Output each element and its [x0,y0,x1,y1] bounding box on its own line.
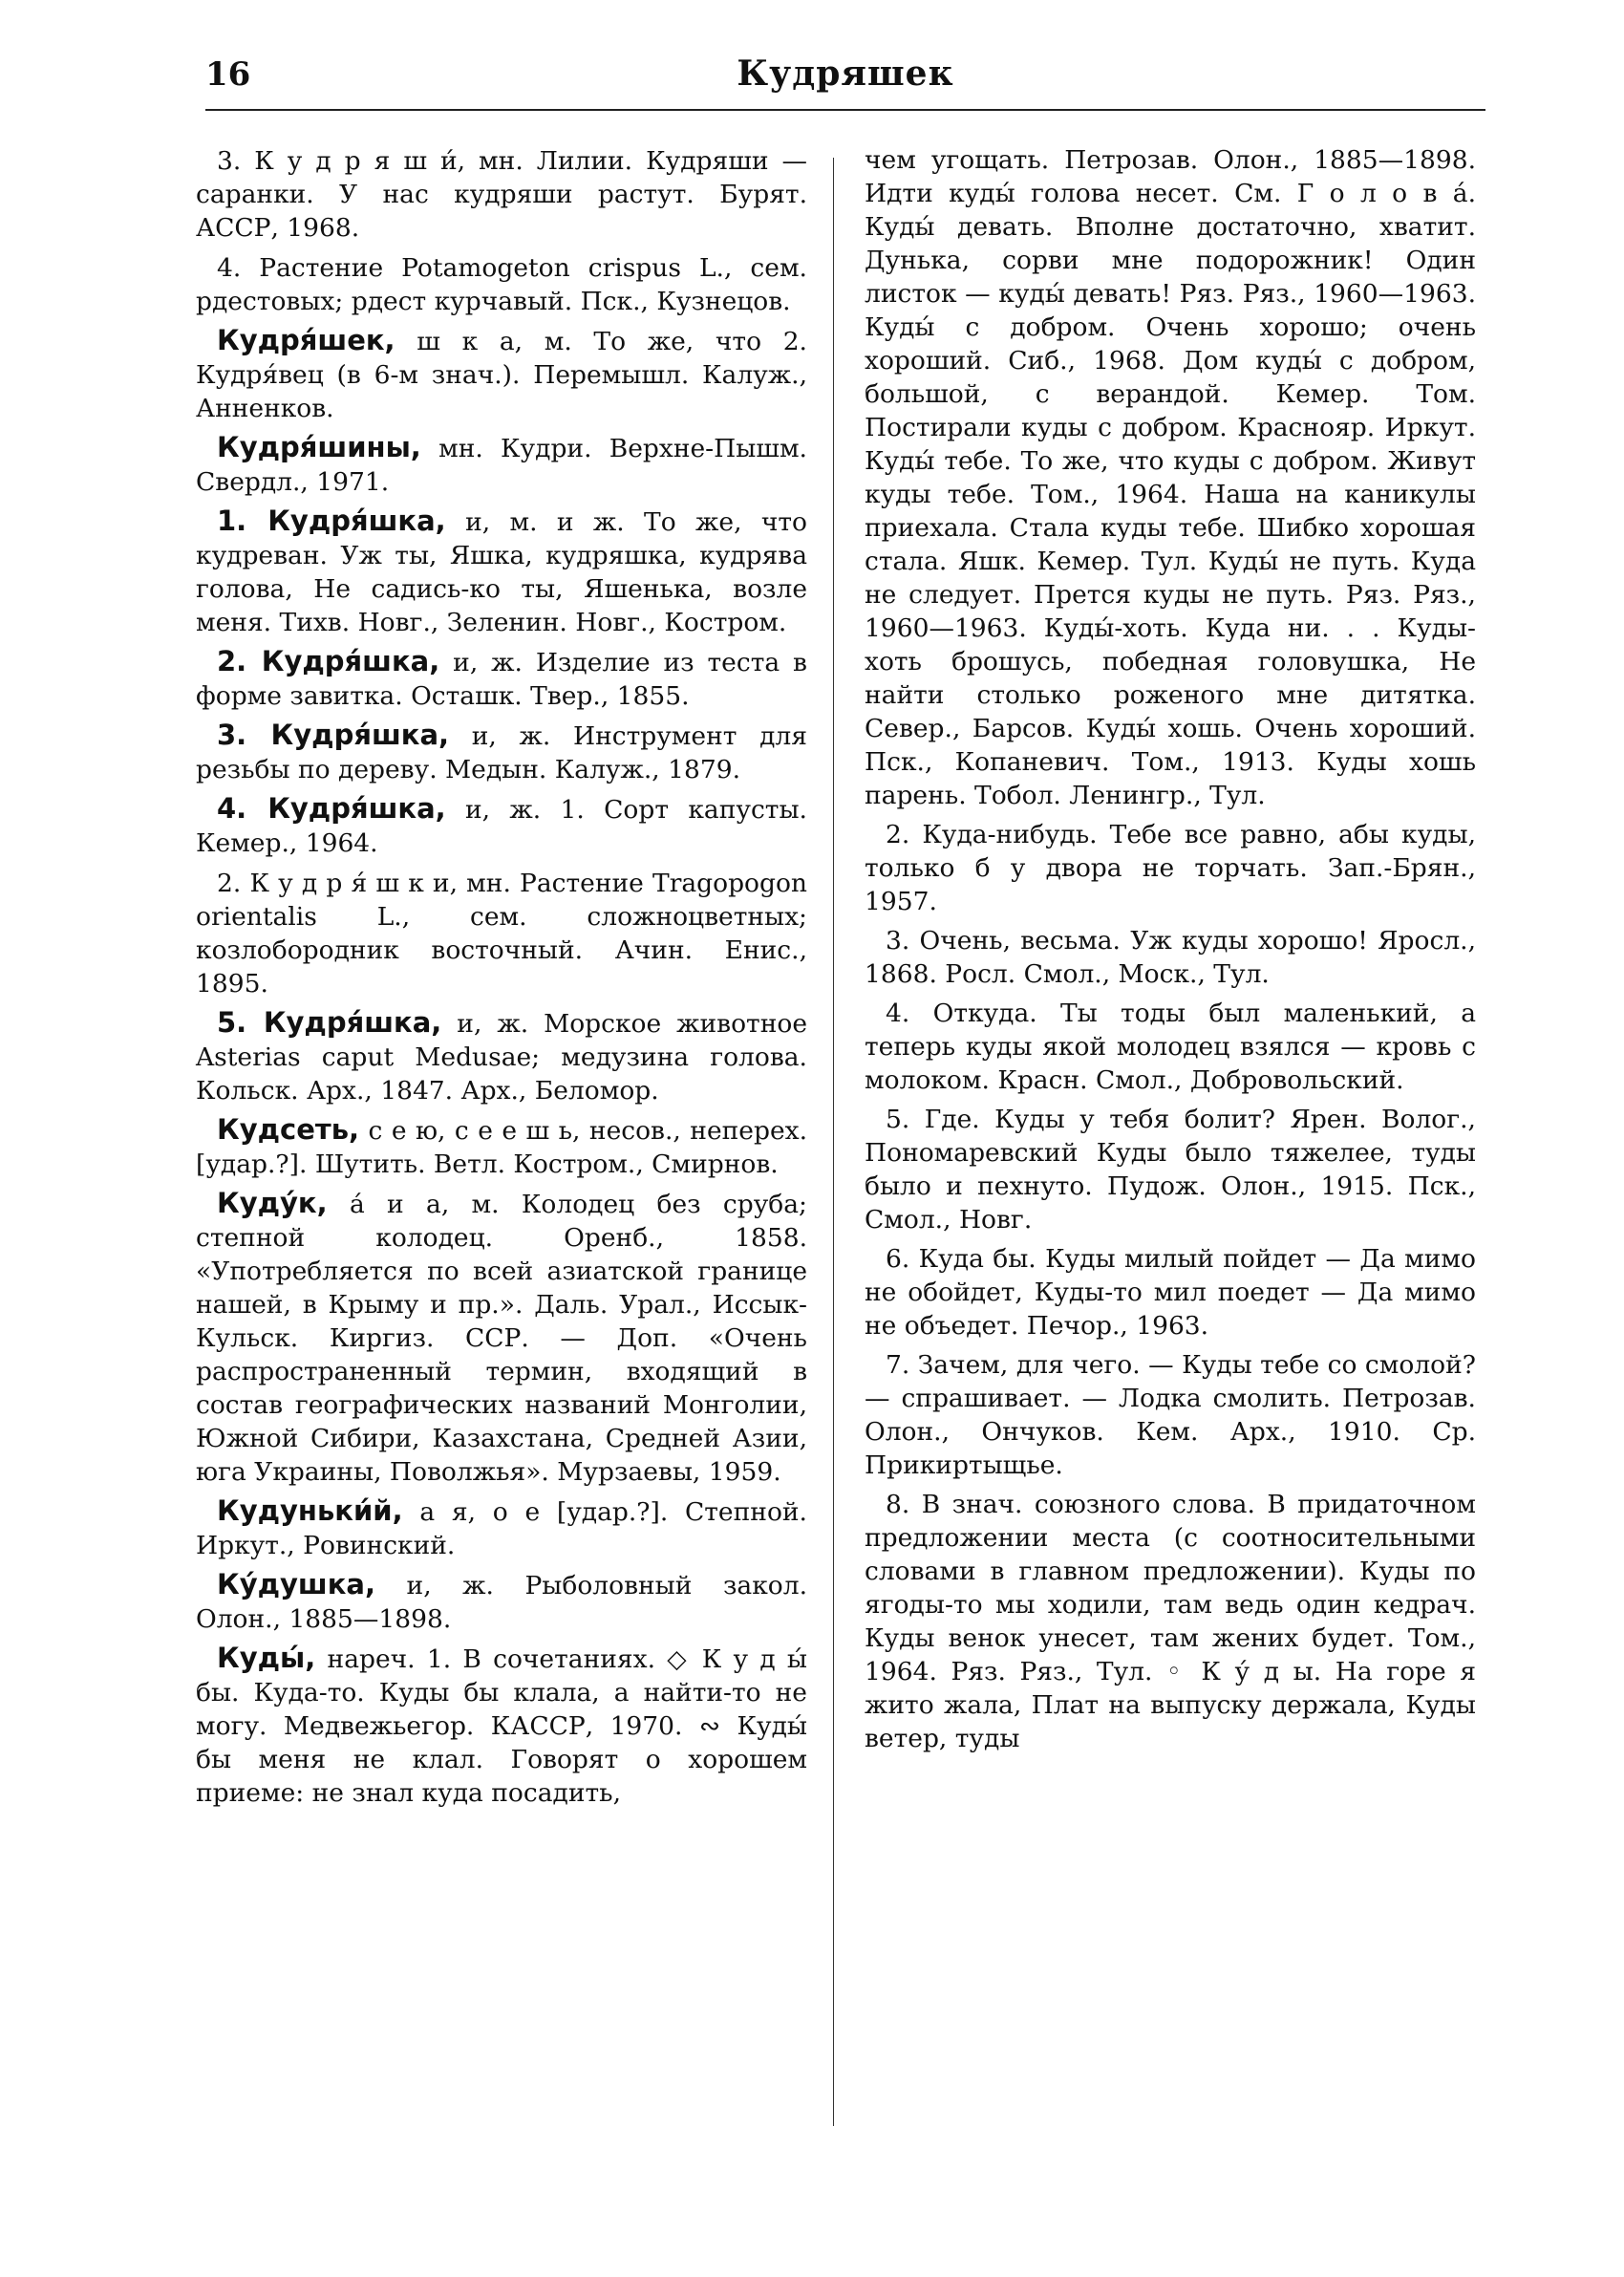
headword: Кудуньки́й, [217,1494,403,1527]
right-column [865,143,1476,1761]
headword: 1. Кудря́шка, [217,505,446,537]
entry-text: 4. Растение Potamogeton crispus L., сем. рдестовых; рдест курчавый. Пск., Кузнецов. [196,253,807,316]
sense: 7. Зачем, для чего. — Куды тебе со смолой? — спрашивает. — Лодка смолить. Петрозав. Олон., Ончуков. Кем. Арх., 1910. Ср. Прикиртыщье. [865,1350,1476,1480]
entry-text: и, ж. Изделие из теста в форме завитка. Осташк. Твер., 1855. [196,648,807,711]
column-divider [833,158,834,2126]
headword: Кудсеть, [217,1113,360,1146]
headword: Ку́душка, [217,1568,375,1600]
entry [196,1187,807,1489]
entry [196,324,807,425]
headword: Куды́, [217,1642,316,1674]
entry-text: а я, о е [удар.?]. Степной. Иркут., Ровинский. [196,1497,807,1560]
sense: 3. Очень, весьма. Уж куды хорошо! Яросл., 1868. Росл. Смол., Моск., Тул. [865,926,1476,989]
entry [196,143,807,245]
entry [196,431,807,499]
entry-text: и, м. и ж. То же, что кудреван. Уж ты, Яшка, кудряшка, кудрява голова, Не садись-ко ты, Яшенька, возле меня. Тихв. Новг., Зеленин. Новг., Костром. [196,507,807,637]
entry-text: 3. К у д р я ш и́, мн. Лилии. Кудряши — саранки. У нас кудряши растут. Бурят. АССР, 1968. [196,146,807,243]
entry-continuation: чем угощать. Петрозав. Олон., 1885—1898. Идти куды́ голова несет. См. Г о л о в а́. Куды́ девать. Вполне достаточно, хватит. Дунька, сорви мне подорожник! Один листок — куды́ девать! Ряз. Ряз., 1960—1963. Куды́ с добром. Очень хорошо; очень хороший. Сиб., 1968. Дом куды́ с добром, большой, с верандой. Кемер. Том. Постирали куды с добром. Краснояр. Иркут. Куды́ тебе. То же, что куды с добром. Живут куды тебе. Том., 1964. Наша на каникулы приехала. Стала куды тебе. Шибко хорошая стала. Яшк. Кемер. Тул. Куды́ не путь. Куда не следует. Прется куды не путь. Ряз. Ряз., 1960—1963. Куды́-хоть. Куда ни. . . Куды-хоть брошусь, победная головушка, Не найти столько роженого мне дитятка. Север., Барсов. Куды́ хошь. Очень хороший. Пск., Копаневич. Том., 1913. Куды хошь парень. Тобол. Ленингр., Тул. [865,145,1476,810]
headword: 5. Кудря́шка, [217,1006,442,1039]
headword: Куду́к, [217,1187,328,1219]
page-header [205,48,1485,111]
entry-text: мн. Кудри. Верхне-Пышм. Свердл., 1971. [196,434,807,497]
entry [196,1006,807,1107]
page-number: 16 [205,55,251,94]
sense: 8. В знач. союзного слова. В придаточном предложении места (с соотносительными словами в главном предложении). Куды по ягоды-то мы ходили, там ведь один кедрач. Куды венок унесет, там жених будет. Том., 1964. Ряз. Ряз., Тул. ◦ К у́ д ы. На горе я жито жала, Плат на выпуску держала, Куды ветер, туды [865,1490,1476,1753]
running-head: Кудряшек [737,54,954,94]
headword: 2. Кудря́шка, [217,645,440,677]
entry [196,866,807,1000]
entry-text: с е ю, с е е ш ь, несов., неперех. [удар.?]. Шутить. Ветл. Костром., Смирнов. [196,1116,807,1179]
headword: 3. Кудря́шка, [217,719,450,751]
entry [196,792,807,860]
entry [196,1494,807,1562]
entry-text: и, ж. 1. Сорт капусты. Кемер., 1964. [196,795,807,858]
entry [196,1568,807,1636]
entry [196,505,807,639]
left-column [196,143,807,1815]
entry [196,719,807,786]
entry [196,645,807,713]
entry-text: и, ж. Инструмент для резьбы по дереву. Медын. Калуж., 1879. [196,721,807,784]
entry [196,1642,807,1810]
entry-text: 2. К у д р я́ ш к и, мн. Растение Tragopogon orientalis L., сем. сложноцветных; козлобородник восточный. Ачин. Енис., 1895. [196,869,807,999]
entry-text: ш к а, м. То же, что 2. Кудря́вец (в 6-м знач.). Перемышл. Калуж., Анненков. [196,327,807,423]
entry-text: а́ и а, м. Колодец без сруба; степной колодец. Оренб., 1858. «Употребляется по всей азиатской границе нашей, в Крыму и пр.». Даль. Урал., Иссык-Кульск. Киргиз. ССР. — Доп. «Очень распространенный термин, входящий в состав географических названий Монголии, Южной Сибири, Казахстана, Средней Азии, юга Украины, Поволжья». Мурзаевы, 1959. [196,1190,807,1487]
entry-text: и, ж. Морское животное Asterias caput Medusae; медузина голова. Кольск. Арх., 1847. Арх., Беломор. [196,1009,807,1106]
headword: Кудря́шины, [217,431,421,463]
entry [196,1113,807,1181]
sense: 2. Куда-нибудь. Тебе все равно, абы куды, только б у двора не торчать. Зап.-Брян., 1957. [865,820,1476,916]
headword: 4. Кудря́шка, [217,792,446,825]
entry-text: нареч. 1. В сочетаниях. ◇ К у д ы́ бы. Куда-то. Куды бы клала, а найти-то не могу. Медвежьегор. КАССР, 1970. ∾ Куды́ бы меня не клал. Говорят о хорошем приеме: не знал куда посадить, [196,1644,807,1808]
entry [196,250,807,318]
entry-text: и, ж. Рыболовный закол. Олон., 1885—1898. [196,1571,807,1634]
sense: 5. Где. Куды у тебя болит? Ярен. Волог., Пономаревский Куды было тяжелее, туды было и пехнуто. Пудож. Олон., 1915. Пск., Смол., Новг. [865,1105,1476,1235]
sense: 4. Откуда. Ты тоды был маленький, а теперь куды якой молодец взялся — кровь с молоком. Красн. Смол., Добровольский. [865,999,1476,1095]
headword: Кудря́шек, [217,324,395,356]
sense: 6. Куда бы. Куды милый пойдет — Да мимо не обойдет, Куды-то мил поедет — Да мимо не объедет. Печор., 1963. [865,1244,1476,1341]
